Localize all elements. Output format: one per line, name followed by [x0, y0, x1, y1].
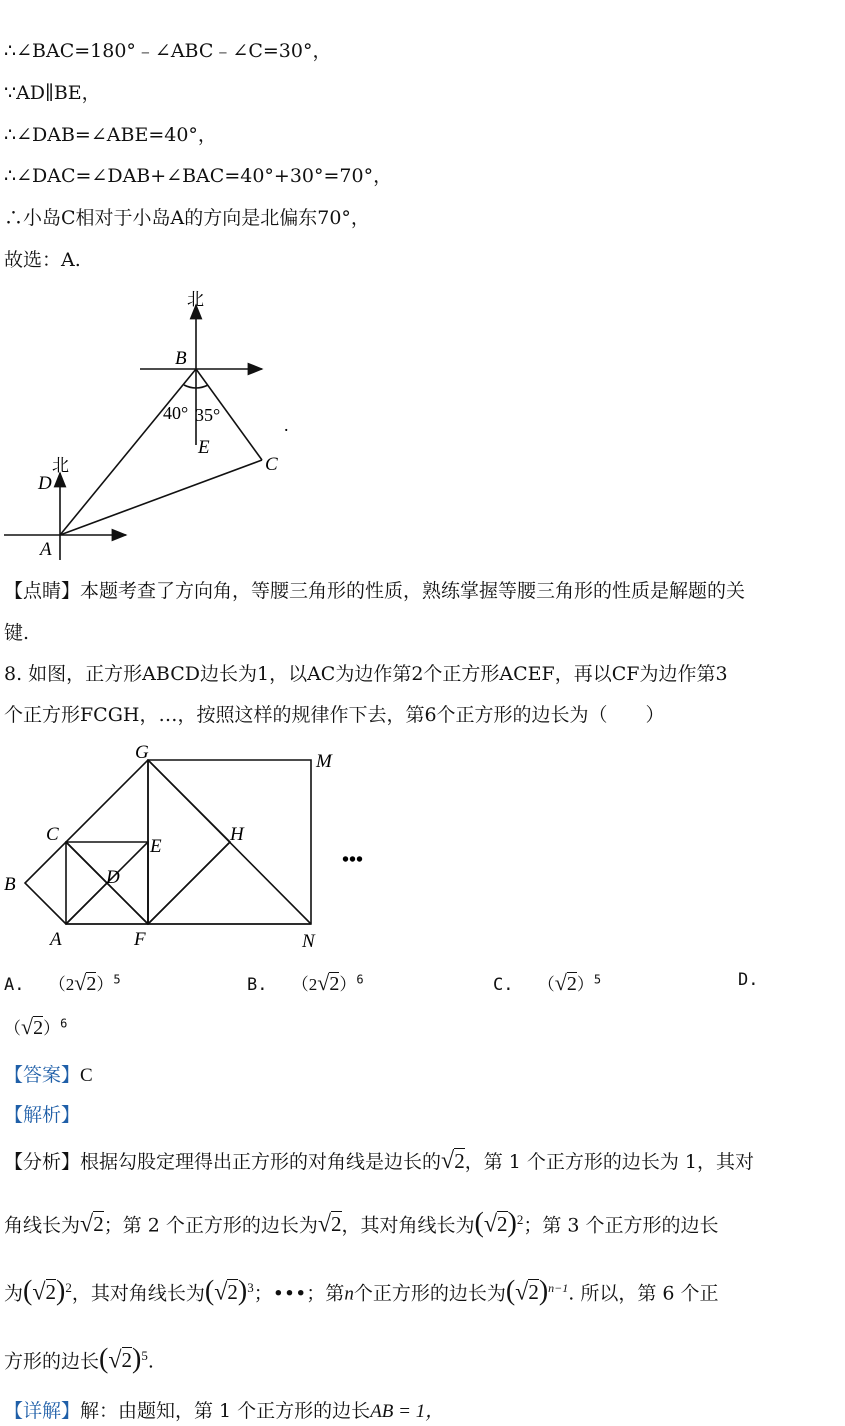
- analysis-line-1: 【分析】根据勾股定理得出正方形的对角线是边长的√2，第 1 个正方形的边长为 1，其对: [4, 1148, 754, 1174]
- point-A: A: [40, 539, 52, 560]
- analysis-line-3: 为$(√2)^2$，其对角线长为$(√2)^3$；•••；第n个正方形的边长为$(√2)^{n-1}$. 所以，第 6 个正: [4, 1275, 719, 1307]
- direction-angle-figure: [0, 285, 320, 570]
- angle-label-40: 40°: [163, 403, 189, 423]
- comment-label: 【点睛】: [4, 580, 81, 602]
- question-8-line-1: 8. 如图，正方形ABCD边长为1，以AC为边作第2个正方形ACEF，再以CF为边作第3: [4, 663, 728, 685]
- answer-label: 【答案】: [4, 1064, 81, 1086]
- analysis-line-4: 方形的边长$(√2)^5$.: [4, 1343, 154, 1375]
- option-A[interactable]: A. $(2√2)^5$: [4, 970, 121, 995]
- point-H: H: [230, 824, 244, 845]
- option-D[interactable]: D.: [738, 970, 759, 990]
- detail-line: 【详解】解：由题知，第 1 个正方形的边长AB = 1，: [4, 1400, 445, 1422]
- solution-line-2: ∵AD∥BE，: [4, 82, 101, 104]
- point-D2: D: [106, 867, 120, 888]
- analysis-label: 【解析】: [4, 1104, 81, 1126]
- comment-text-1: 本题考查了方向角，等腰三角形的性质，熟练掌握等腰三角形的性质是解题的关: [80, 580, 746, 602]
- point-A2: A: [50, 929, 62, 950]
- detail-label: 【详解】: [4, 1400, 81, 1422]
- comment-line-2: 键.: [4, 622, 30, 644]
- option-D-value: $(√2)^6$: [4, 1014, 68, 1039]
- option-B[interactable]: B. $(2√2)^6$: [247, 970, 364, 995]
- point-N: N: [302, 931, 315, 952]
- point-D: D: [38, 473, 52, 494]
- point-B2: B: [4, 874, 16, 895]
- figure-ellipsis: •••: [342, 849, 364, 871]
- solution-line-1: ∴∠BAC=180°﹣∠ABC﹣∠C=30°，: [4, 40, 332, 62]
- comment-line-1: [4, 578, 745, 604]
- solution-line-5: ∴小岛C相对于小岛A的方向是北偏东70°，: [4, 207, 370, 229]
- option-C[interactable]: C. $(√2)^5$: [493, 970, 602, 995]
- squares-figure: [0, 740, 400, 955]
- north-label-left: 北: [52, 456, 69, 475]
- point-E2: E: [150, 836, 162, 857]
- point-C2: C: [46, 824, 59, 845]
- north-label-top: 北: [187, 290, 204, 309]
- solution-line-4: ∴∠DAC=∠DAB+∠BAC=40°+30°=70°，: [4, 165, 393, 187]
- stray-dot: .: [284, 415, 289, 435]
- question-8-line-2: 个正方形FCGH，…，按照这样的规律作下去，第6个正方形的边长为（ ）: [4, 704, 665, 726]
- angle-label-35: 35°: [195, 405, 221, 425]
- solution-line-3: ∴∠DAB=∠ABE=40°，: [4, 124, 217, 146]
- point-G: G: [135, 742, 149, 763]
- analysis-line-2: 角线长为√2；第 2 个正方形的边长为√2，其对角线长为$(√2)^2$；第 3 个正方形的边长: [4, 1207, 719, 1239]
- point-M: M: [316, 751, 332, 772]
- point-B: B: [175, 348, 187, 369]
- point-E: E: [198, 437, 210, 458]
- point-F: F: [134, 929, 146, 950]
- point-C: C: [265, 454, 278, 475]
- answer-line: [4, 1062, 93, 1089]
- answer-value: C: [80, 1065, 93, 1086]
- solution-line-6: 故选：A.: [4, 249, 81, 271]
